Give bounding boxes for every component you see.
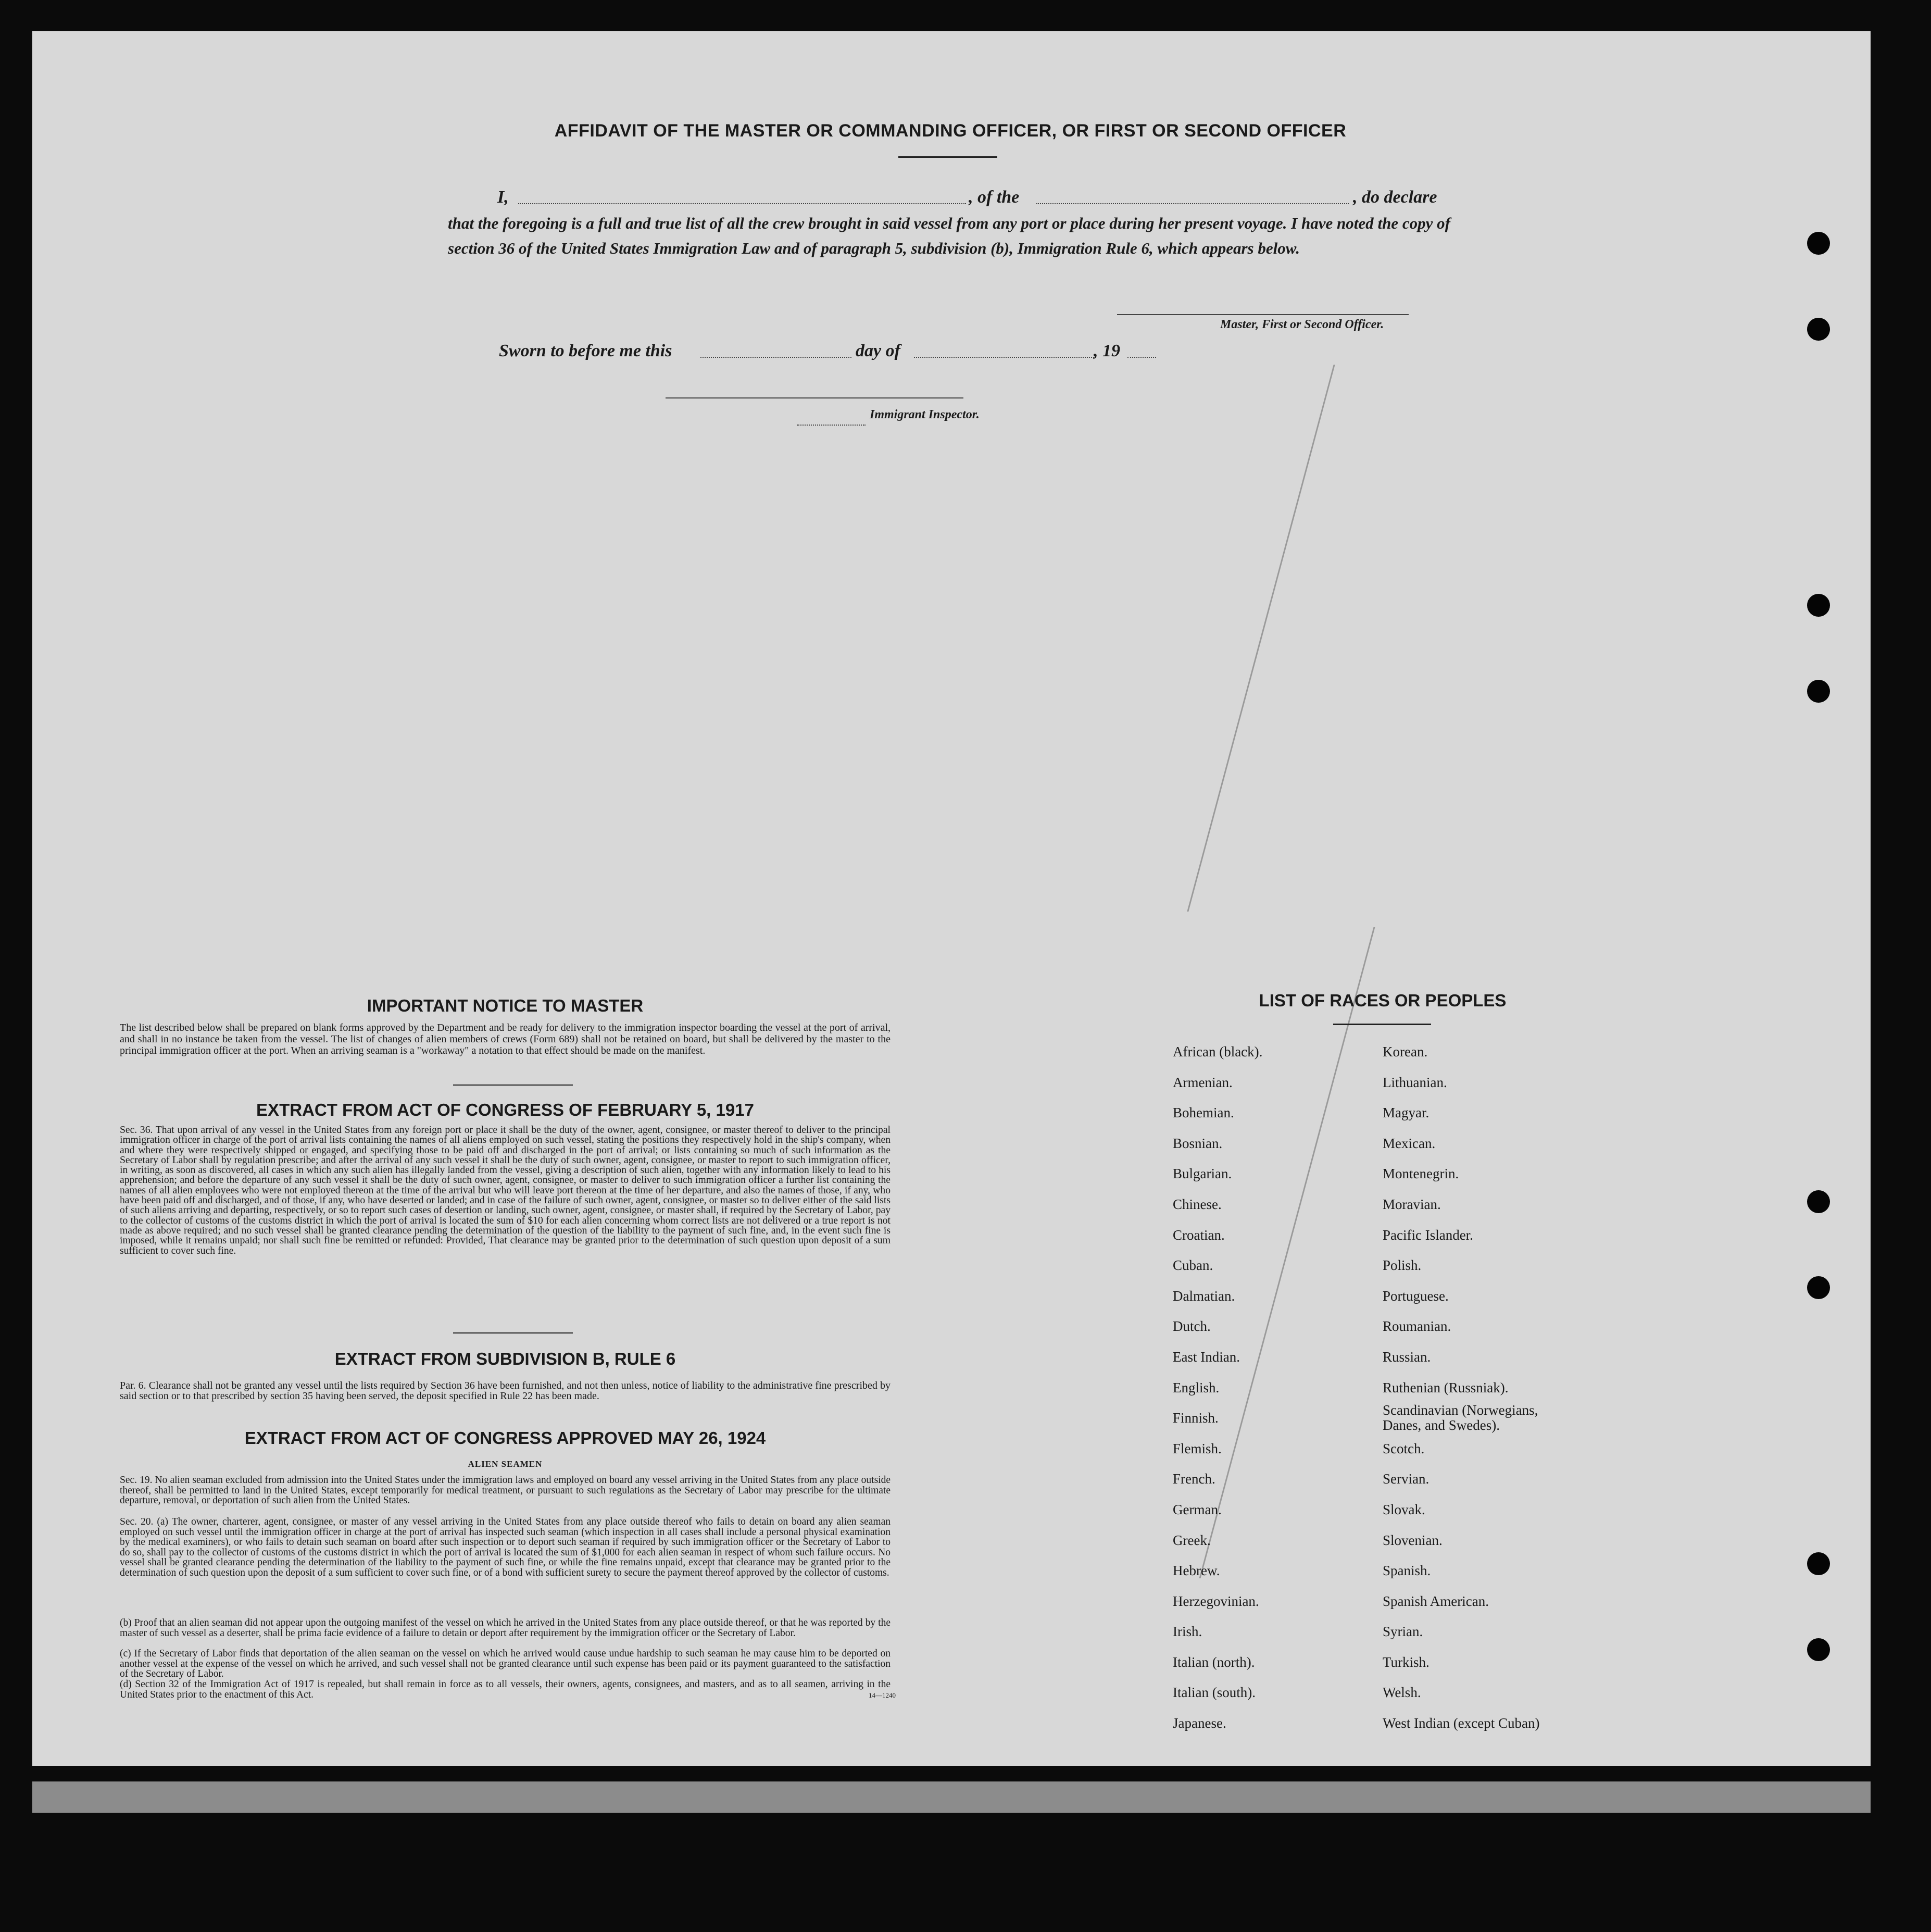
subdivision-b-text: Par. 6. Clearance shall not be granted any vessel until the lists required by Section 36 have been furnished, and not then unless, notice of liability to the administrative fine prescribed by said section or to that prescribed by section 35 having been served, the deposit specified in Rule 22 has been made.	[120, 1380, 891, 1402]
scan-edge-strip	[32, 1781, 1871, 1813]
race-item: Turkish.	[1383, 1654, 1430, 1670]
sworn-month-field[interactable]	[914, 357, 1096, 358]
extract-1924-sec20a: Sec. 20. (a) The owner, charterer, agent, consignee, or master of any vessel arriving in the United States from any place outside thereof who fails to detain on board any alien seaman employed on such vessel until the immigration officer in charge at the port of arrival has inspected such seaman (which inspection in all cases shall include a personal physical examination by the medical examiners), or who fails to detain such seaman on board after such inspection or to deport such seaman if required by such immigration officer or the Secretary of Labor to do so, shall pay to the collector of customs of the customs district in which the port of arrival is located the sum of $1,000 for each alien seaman in respect of whom such failure occurs. No vessel shall be granted clearance pending the determination of the liability to the payment of such fine, or while the fine remains unpaid, except that clearance may be granted prior to the determination of such question upon the deposit of a sum sufficient to cover such fine, or of a bond with sufficient surety to secure the payment thereof approved by the collector of customs.	[120, 1516, 891, 1578]
race-item: Montenegrin.	[1383, 1166, 1459, 1182]
race-item: Magyar.	[1383, 1105, 1430, 1121]
race-item: Lithuanian.	[1383, 1074, 1447, 1090]
alien-seamen-subtitle: ALIEN SEAMEN	[468, 1459, 543, 1469]
races-title: LIST OF RACES OR PEOPLES	[1259, 991, 1507, 1010]
race-item: Finnish.	[1173, 1410, 1219, 1426]
race-item: Korean.	[1383, 1044, 1428, 1060]
race-item: Bohemian.	[1173, 1105, 1234, 1121]
inspector-label: Immigrant Inspector.	[870, 408, 980, 421]
declarant-name-field[interactable]	[518, 203, 966, 204]
races-column-1	[1173, 1037, 1371, 1739]
race-item: French.	[1173, 1471, 1215, 1487]
vessel-name-field[interactable]	[1036, 203, 1349, 204]
race-item: Irish.	[1173, 1624, 1202, 1640]
race-item: West Indian (except Cuban)	[1383, 1715, 1540, 1731]
inspector-signature-field[interactable]	[666, 397, 963, 398]
race-item: Spanish.	[1383, 1563, 1431, 1579]
race-item: Dalmatian.	[1173, 1288, 1235, 1304]
race-item: Slovenian.	[1383, 1532, 1443, 1548]
punch-hole	[1807, 1276, 1830, 1299]
race-item: Hebrew.	[1173, 1563, 1220, 1579]
extract-1924-sec19: Sec. 19. No alien seaman excluded from admission into the United States under the immigration laws and employed on board any vessel arriving in the United States from any place outside thereof, shall be permitted to land in the United States, except temporarily for medical treatment, or pursuant to such regulations as the Secretary of Labor may prescribe for the ultimate departure, removal, or deportation of such alien from the United States.	[120, 1475, 891, 1506]
races-title-rule	[1333, 1024, 1431, 1025]
race-item: East Indian.	[1173, 1349, 1240, 1365]
inspector-dotted-line	[797, 425, 866, 426]
affidavit-i-label: I,	[497, 188, 509, 207]
race-item: Japanese.	[1173, 1715, 1226, 1731]
punch-hole	[1807, 318, 1830, 341]
punch-hole	[1807, 232, 1830, 255]
race-item: Bosnian.	[1173, 1135, 1223, 1151]
races-column-2	[1383, 1037, 1674, 1739]
race-item: African (black).	[1173, 1044, 1263, 1060]
race-item: Syrian.	[1383, 1624, 1423, 1640]
race-item: Mexican.	[1383, 1135, 1436, 1151]
punch-hole	[1807, 680, 1830, 703]
race-item: Servian.	[1383, 1471, 1430, 1487]
punch-hole	[1807, 1552, 1830, 1575]
affidavit-title-rule	[898, 156, 997, 158]
race-item: Slovak.	[1383, 1501, 1425, 1517]
extract-1917-rule	[453, 1332, 573, 1333]
form-number: 14—1240	[869, 1691, 896, 1699]
extract-1924-title: EXTRACT FROM ACT OF CONGRESS APPROVED MAY 26, 1924	[244, 1428, 766, 1448]
race-item: Chinese.	[1173, 1196, 1222, 1212]
sworn-year-field[interactable]	[1127, 357, 1156, 358]
race-item: Dutch.	[1173, 1318, 1211, 1335]
race-item: Moravian.	[1383, 1196, 1441, 1212]
master-signature-label: Master, First or Second Officer.	[1220, 318, 1384, 331]
race-item: Roumanian.	[1383, 1318, 1451, 1335]
master-signature-field[interactable]	[1117, 314, 1409, 315]
race-item: Russian.	[1383, 1349, 1431, 1365]
extract-1917-title: EXTRACT FROM ACT OF CONGRESS OF FEBRUARY 5, 1917	[256, 1100, 754, 1119]
day-of-label: day of	[856, 341, 900, 360]
race-item: German.	[1173, 1501, 1222, 1517]
affidavit-body: that the foregoing is a full and true list of all the crew brought in said vessel from any port or place during her present voyage. I have noted the copy of section 36 of the United States Immigration Law and of paragraph 5, subdivision (b), Immigration Rule 6, which appears below.	[448, 214, 1450, 257]
race-item: Greek.	[1173, 1532, 1211, 1548]
race-item: Flemish.	[1173, 1440, 1222, 1456]
race-item: English.	[1173, 1379, 1220, 1395]
subdivision-b-title: EXTRACT FROM SUBDIVISION B, RULE 6	[334, 1349, 676, 1368]
race-item: Cuban.	[1173, 1257, 1213, 1274]
race-item: Scotch.	[1383, 1440, 1425, 1456]
race-item: Welsh.	[1383, 1685, 1421, 1701]
race-item: Portuguese.	[1383, 1288, 1449, 1304]
sworn-label: Sworn to before me this	[499, 341, 672, 360]
punch-hole	[1807, 594, 1830, 617]
affidavit-declare-label: , do declare	[1353, 188, 1437, 207]
punch-hole	[1807, 1190, 1830, 1213]
race-item: Polish.	[1383, 1257, 1422, 1274]
affidavit-of-the-label: , of the	[969, 188, 1020, 207]
notice-rule	[453, 1085, 573, 1086]
extract-1917-text: Sec. 36. That upon arrival of any vessel in the United States from any foreign port or place it shall be the duty of the owner, agent, consignee, or master thereof to deliver to the principal immigration officer in charge of the port of arrival lists containing the names of all aliens employed on such vessel, stating the positions they respectively hold in the ship's company, when and where they were respectively shipped or engaged, and specifying those to be paid off and discharged in the port of arrival; or lists containing so much of such information as the Secretary of Labor shall by regulation prescribe; and after the arrival of any such vessel it shall be the duty of such owner, agent, consignee, or master to report to such immigration officer, in writing, as soon as discovered, all cases in which any such alien has illegally landed from the vessel, giving a description of such alien, together with any information likely to lead to his apprehension; and before the departure of any such vessel it shall be the duty of such owner, agent, consignee, or master to deliver to such immigration officer a further list containing the names of all alien employees who were not employed thereon at the time of the arrival but who will leave port thereon at the time of her departure, and also the names of those, if any, who have been paid off and discharged, and of those, if any, who have deserted or landed; and in case of the failure of such owner, agent, consignee, or master so to deliver either of the said lists of such aliens arriving and departing, respectively, or so to report such cases of desertion or landing, such owner, agent, consignee, or master shall, if required by the Secretary of Labor, pay to the collector of customs of the customs district in which the port of arrival is located the sum of $10 for each alien concerning whom correct lists are not delivered or a true report is not made as above required; and no such vessel shall be granted clearance pending the determination of the question of the liability to the payment of such fine, and, in the event such fine is imposed, while it remains unpaid; nor shall such fine be remitted or refunded: Provided, That clearance may be granted prior to the determination of such question upon deposit of a sum sufficient to cover such fine.	[120, 1125, 891, 1256]
race-item: Herzegovinian.	[1173, 1593, 1259, 1609]
affidavit-title: AFFIDAVIT OF THE MASTER OR COMMANDING OFFICER, OR FIRST OR SECOND OFFICER	[554, 121, 1347, 141]
notice-title: IMPORTANT NOTICE TO MASTER	[367, 996, 644, 1015]
punch-hole	[1807, 1638, 1830, 1661]
year-label: , 19	[1094, 341, 1120, 360]
race-item: Spanish American.	[1383, 1593, 1489, 1609]
sworn-date-field[interactable]	[700, 357, 851, 358]
race-item: Italian (south).	[1173, 1685, 1256, 1701]
race-item: Scandinavian (Norwegians, Danes, and Swedes).	[1383, 1402, 1538, 1434]
extract-1924-sec20c: (c) If the Secretary of Labor finds that deportation of the alien seaman on the vessel on which he arrived would cause undue hardship to such seaman he may cause him to be deported on another vessel at the expense of the vessel on which he arrived, and such vessel shall not be granted clearance until such expense has been paid or its payment guaranteed to the satisfaction of the Secretary of Labor.	[120, 1648, 891, 1679]
race-item: Italian (north).	[1173, 1654, 1255, 1670]
extract-1924-sec20b: (b) Proof that an alien seaman did not appear upon the outgoing manifest of the vessel on which he arrived in the United States from any place outside thereof, or that he was reported by the master of such vessel as a deserter, shall be prima facie evidence of a failure to detain or deport after requirement by the immigration officer or the Secretary of Labor.	[120, 1617, 891, 1639]
notice-text: The list described below shall be prepared on blank forms approved by the Department and be ready for delivery to the immigration inspector boarding the vessel at the port of arrival, and shall in no instance be taken from the vessel. The list of changes of alien members of crews (Form 689) shall not be retained on board, but shall be delivered by the master to the principal immigration officer at the port. When an arriving seaman is a "workaway" a notation to that effect should be made on the manifest.	[120, 1022, 891, 1056]
race-item: Bulgarian.	[1173, 1166, 1232, 1182]
extract-1924-sec20d: (d) Section 32 of the Immigration Act of 1917 is repealed, but shall remain in force as to all vessels, their owners, agents, consignees, and masters, and as to all seamen, arriving in the United States prior to the enactment of this Act.	[120, 1679, 891, 1700]
race-item: Ruthenian (Russniak).	[1383, 1379, 1509, 1395]
race-item: Croatian.	[1173, 1227, 1225, 1243]
race-item: Armenian.	[1173, 1074, 1233, 1090]
race-item: Pacific Islander.	[1383, 1227, 1473, 1243]
